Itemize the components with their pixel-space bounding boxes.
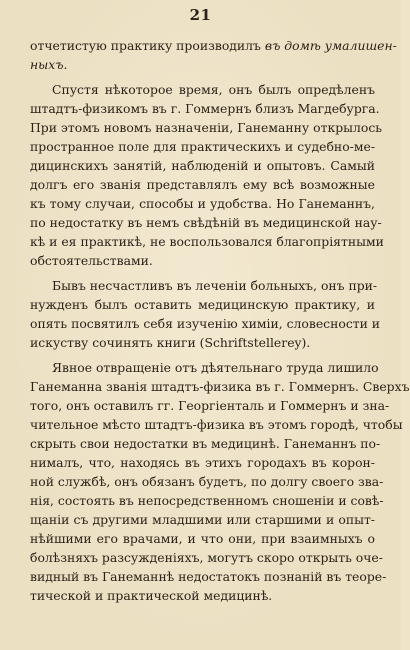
line-text: нѣйшими его врачами, и что они, при взаимныхъ о [30,531,375,546]
text-line [30,396,390,415]
text-line [30,175,375,194]
line-text: пространное поле для практическихъ и судебно-ме- [30,139,375,154]
line-text: Явное отвращеніе отъ дѣятельнаго труда лишило [52,360,379,375]
text-line [30,434,381,453]
line-text: долгъ его званія представлялъ ему всѣ возможные [30,177,375,192]
line-text: ной службѣ, онъ обязанъ будетъ, по долгу своего зва- [30,474,384,489]
text-line [30,567,387,586]
line-text: штадтъ-физикомъ въ г. Гоммернъ близъ Магдебурга. [30,101,380,116]
line-text: нія, состоять въ непосредственномъ сношеніи и совѣ- [30,493,384,508]
text-line [30,548,383,567]
paragraph [30,80,384,270]
line-text: нималъ, что, находясь въ этихъ городахъ въ корон- [30,455,375,470]
paragraph [30,358,410,605]
line-text: кѣ и ея практикѣ, не воспользовался благопріятными [30,234,384,249]
line-text: дицинскихъ занятій, наблюденій и опытовъ. Самый [30,158,375,173]
line-text: Бывъ несчастливъ въ леченіи больныхъ, онъ при- [52,278,378,293]
line-italic-text: въ домѣ умалишен- [264,38,397,53]
page-body [30,36,410,611]
text-line [30,80,375,99]
text-line [30,491,384,510]
text-line [30,156,375,175]
paragraph [30,276,381,352]
line-text: по недостатку въ немъ свѣдѣній въ медицинской нау- [30,215,382,230]
text-line [30,194,375,213]
text-line [30,232,384,251]
text-line [30,472,384,491]
line-text: болѣзняхъ разсужденіяхъ, могутъ скоро открыть оче- [30,550,383,565]
line-text: отчетистую практику производилъ [30,38,265,53]
text-line [30,213,382,232]
paragraph [30,36,397,74]
line-text: При этомъ новомъ назначеніи, Ганеманну открылось [30,120,383,135]
text-line [30,36,397,55]
line-text: щаніи съ другими младшими или старшими и опыт- [30,512,375,527]
line-italic-text: ныхъ. [30,57,68,72]
text-line [30,118,383,137]
text-line [30,529,375,548]
line-text: тической и практической медицинѣ. [30,588,273,603]
line-text: къ тому случаи, способы и удобства. Но Ганеманнъ, [30,196,375,211]
line-text: скрыть свои недостатки въ медицинѣ. Ганеманнъ по- [30,436,381,451]
text-line [30,137,375,156]
text-line [30,333,375,352]
line-text: того, онъ оставилъ гг. Георгіенталь и Гоммернъ и зна- [30,398,390,413]
line-text: обстоятельствами. [30,253,153,268]
text-line [30,295,375,314]
line-text: видный въ Ганеманнѣ недостатокъ познаній въ теоре- [30,569,387,584]
text-line [30,55,375,74]
page-number: 21 [189,6,212,24]
text-line [30,276,378,295]
line-text: искуству сочинять книги (Schriftstellerey). [30,335,311,350]
text-line [30,586,375,605]
line-text: Ганеманна званія штадтъ-физика въ г. Гоммернъ. Сверхъ [30,379,410,394]
line-text: чительное мѣсто штадтъ-физика въ этомъ городѣ, чтобы [30,417,403,432]
text-line [30,99,380,118]
text-line [30,453,375,472]
text-line [30,415,403,434]
text-line [30,251,375,270]
text-line [30,510,375,529]
line-text: Спустя нѣкоторое время, онъ былъ опредѣленъ [52,82,375,97]
line-text: нужденъ былъ оставить медицинскую практику, и [30,297,375,312]
line-text: опять посвятилъ себя изученію химіи, словесности и [30,316,381,331]
text-line [30,358,379,377]
text-line [30,314,381,333]
text-line [30,377,410,396]
